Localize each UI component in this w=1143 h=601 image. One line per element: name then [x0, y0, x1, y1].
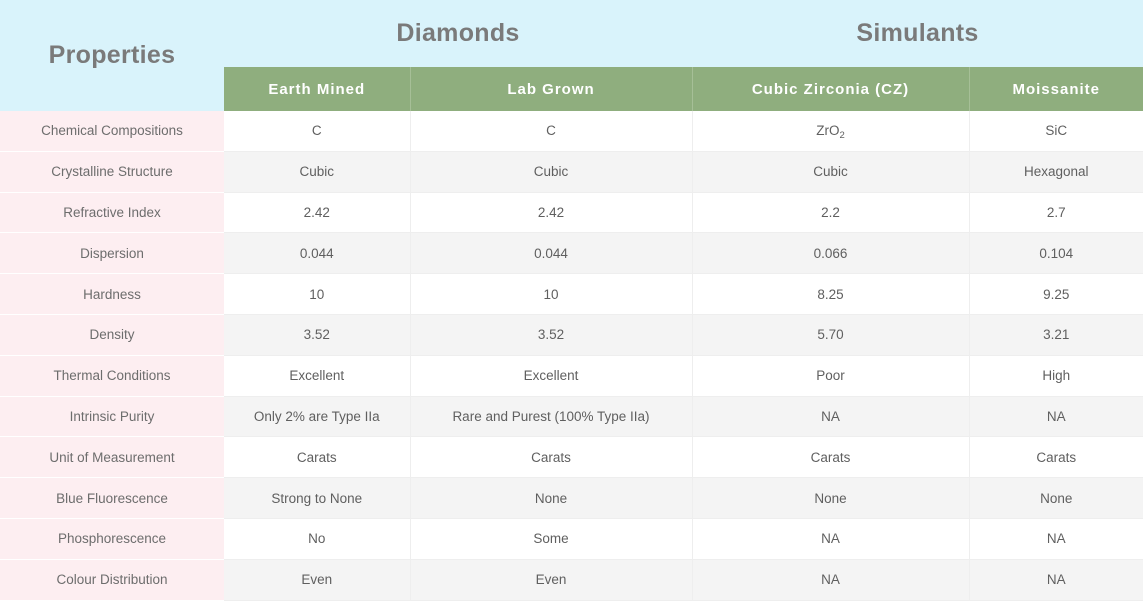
value-cell-formula: [692, 111, 969, 151]
column-header-moissanite: Moissanite: [969, 67, 1143, 111]
value-cell: Even: [224, 559, 410, 600]
property-label: Density: [0, 314, 224, 355]
value-cell: NA: [969, 559, 1143, 600]
table-header: [0, 0, 1143, 111]
value-cell: High: [969, 355, 1143, 396]
table-body: [0, 111, 1143, 600]
table-row: [0, 478, 1143, 519]
value-cell: None: [410, 478, 692, 519]
value-cell: Carats: [969, 437, 1143, 478]
value-cell: No: [224, 518, 410, 559]
value-cell: None: [969, 478, 1143, 519]
property-label: Colour Distribution: [0, 559, 224, 600]
value-cell: NA: [969, 518, 1143, 559]
value-cell: Carats: [224, 437, 410, 478]
column-header-earth-mined: Earth Mined: [224, 67, 410, 111]
value-cell: 5.70: [692, 314, 969, 355]
value-cell: Excellent: [224, 355, 410, 396]
value-cell: Excellent: [410, 355, 692, 396]
value-cell: Cubic: [692, 151, 969, 192]
value-cell: 2.7: [969, 192, 1143, 233]
value-cell: Some: [410, 518, 692, 559]
value-cell: Poor: [692, 355, 969, 396]
group-header-diamonds: Diamonds: [224, 0, 692, 67]
property-label: Blue Fluorescence: [0, 478, 224, 519]
value-cell: Strong to None: [224, 478, 410, 519]
value-cell: 0.044: [224, 233, 410, 274]
value-cell: Carats: [410, 437, 692, 478]
formula-subscript: 2: [839, 130, 845, 142]
value-cell: Only 2% are Type IIa: [224, 396, 410, 437]
group-header-simulants: Simulants: [692, 0, 1143, 67]
table-row: [0, 233, 1143, 274]
value-cell: 3.52: [410, 314, 692, 355]
property-label: Thermal Conditions: [0, 355, 224, 396]
value-cell: C: [224, 111, 410, 151]
property-label: Unit of Measurement: [0, 437, 224, 478]
value-cell: Even: [410, 559, 692, 600]
value-cell: None: [692, 478, 969, 519]
property-label: Crystalline Structure: [0, 151, 224, 192]
value-cell: 0.104: [969, 233, 1143, 274]
column-header-cubic-zirconia: Cubic Zirconia (CZ): [692, 67, 969, 111]
value-cell: 0.066: [692, 233, 969, 274]
table-row: [0, 274, 1143, 315]
table-row: [0, 111, 1143, 151]
table-row: [0, 437, 1143, 478]
value-cell: 0.044: [410, 233, 692, 274]
value-cell: NA: [692, 396, 969, 437]
value-cell: Hexagonal: [969, 151, 1143, 192]
property-label: Refractive Index: [0, 192, 224, 233]
table-row: [0, 518, 1143, 559]
table-row: [0, 355, 1143, 396]
column-header-lab-grown: Lab Grown: [410, 67, 692, 111]
value-cell: 10: [224, 274, 410, 315]
value-cell: 2.42: [410, 192, 692, 233]
formula-base: ZrO: [816, 123, 840, 139]
value-cell: 2.2: [692, 192, 969, 233]
property-label: Dispersion: [0, 233, 224, 274]
value-cell: Carats: [692, 437, 969, 478]
value-cell: 10: [410, 274, 692, 315]
table-row: [0, 559, 1143, 600]
value-cell: 3.21: [969, 314, 1143, 355]
table-row: [0, 396, 1143, 437]
table-row: [0, 151, 1143, 192]
value-cell: 2.42: [224, 192, 410, 233]
value-cell: C: [410, 111, 692, 151]
value-cell: NA: [692, 518, 969, 559]
properties-header: Properties: [0, 0, 224, 111]
value-cell: NA: [969, 396, 1143, 437]
property-label: Hardness: [0, 274, 224, 315]
value-cell: Cubic: [410, 151, 692, 192]
value-cell: Rare and Purest (100% Type IIa): [410, 396, 692, 437]
table-row: [0, 192, 1143, 233]
value-cell: 3.52: [224, 314, 410, 355]
table-row: [0, 314, 1143, 355]
value-cell: NA: [692, 559, 969, 600]
property-label: Chemical Compositions: [0, 111, 224, 151]
property-label: Intrinsic Purity: [0, 396, 224, 437]
header-row-groups: [0, 0, 1143, 67]
property-label: Phosphorescence: [0, 518, 224, 559]
value-cell: 9.25: [969, 274, 1143, 315]
value-cell: SiC: [969, 111, 1143, 151]
value-cell: 8.25: [692, 274, 969, 315]
value-cell: Cubic: [224, 151, 410, 192]
